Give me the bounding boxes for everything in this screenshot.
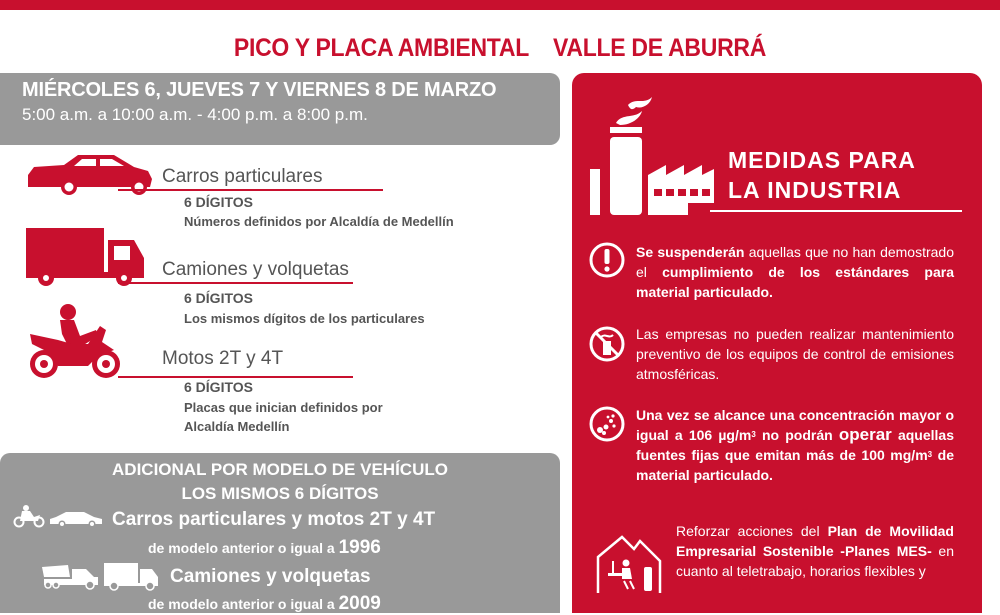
schedule-hours: 5:00 a.m. a 10:00 a.m. - 4:00 p.m. a 8:00 p.m. <box>22 105 368 124</box>
text: Reforzar acciones del <box>676 523 828 539</box>
vehicle-label: Carros particulares <box>162 166 323 187</box>
factory-icon <box>586 95 716 215</box>
vehicle-digits: 6 DÍGITOS <box>184 194 253 210</box>
text: Una vez se alcance una concentración mayor o igual a 106 µg/m <box>636 407 954 443</box>
vehicle-label: Camiones y volquetas <box>162 259 349 280</box>
telework-icon <box>594 531 666 595</box>
measure-suspension <box>636 242 954 302</box>
car-icon <box>48 511 104 527</box>
truck-icon <box>24 228 146 288</box>
measure-maintenance <box>636 324 954 384</box>
emphasis: operar <box>838 425 892 444</box>
vehicle-label: Motos 2T y 4T <box>162 348 284 369</box>
superscript: 3 <box>927 450 933 459</box>
divider <box>710 210 962 212</box>
group1-label: Carros particulares y motos 2T y 4T <box>112 509 436 530</box>
group2-condition <box>148 593 381 615</box>
vehicle-desc: Números definidos por Alcaldía de Medellín <box>184 214 454 229</box>
top-accent-bar <box>0 0 1000 10</box>
warning-icon <box>588 241 626 279</box>
motorcycle-icon <box>12 505 46 527</box>
text: aquellas que no han demostrado el <box>636 244 954 280</box>
text: no podrán <box>755 427 839 443</box>
vehicle-trucks <box>0 228 560 326</box>
truck-icon <box>104 563 160 591</box>
vehicle-desc: Alcaldía Medellín <box>184 419 290 434</box>
condition-text: de modelo anterior o igual a <box>148 540 339 556</box>
schedule-days: MIÉRCOLES 6, JUEVES 7 Y VIERNES 8 DE MARZO <box>22 79 497 101</box>
text: de material particulado. <box>636 447 954 483</box>
emphasis: Plan de Movilidad Empresarial Sostenible -Planes MES- <box>676 523 954 559</box>
group2-label: Camiones y volquetas <box>170 566 371 587</box>
emphasis: Se suspenderán <box>636 244 745 260</box>
industry-title <box>728 145 916 205</box>
year-value: 2009 <box>338 593 381 614</box>
title-line: MEDIDAS PARA <box>728 147 916 173</box>
no-maintenance-icon <box>588 325 626 363</box>
superscript: 3 <box>751 430 756 439</box>
vehicle-digits: 6 DÍGITOS <box>184 290 253 306</box>
divider <box>118 376 353 378</box>
motorcycle-icon <box>28 300 124 382</box>
text: en cuanto al teletrabajo, horarios flexibles y <box>676 543 955 579</box>
vehicle-desc: Los mismos dígitos de los particulares <box>184 311 425 326</box>
measure-concentration <box>636 405 954 485</box>
year-value: 1996 <box>338 537 381 558</box>
title-line: LA INDUSTRIA <box>728 177 902 203</box>
additional-subheading: LOS MISMOS 6 DÍGITOS <box>181 484 379 503</box>
measure-mobility-plan <box>676 521 954 581</box>
condition-text: de modelo anterior o igual a <box>148 596 339 612</box>
vehicle-cars <box>0 150 560 240</box>
group1-condition <box>148 537 381 559</box>
schedule-panel <box>0 73 560 145</box>
additional-panel <box>0 453 560 613</box>
divider <box>118 282 353 284</box>
text: aquellas fuentes fijas que emitan más de 100 mg/m <box>636 427 954 463</box>
emphasis: cumplimiento de los estándares para material particulado. <box>636 264 954 300</box>
particles-icon <box>588 405 626 443</box>
vehicle-desc: Placas que inician definidos por <box>184 400 383 415</box>
divider <box>118 189 383 191</box>
vehicle-motorcycles <box>0 300 560 440</box>
industry-panel <box>572 73 982 613</box>
text: Las empresas no pueden realizar mantenimiento preventivo de los equipos de control de emisiones atmosféricas. <box>636 326 954 382</box>
vehicle-digits: 6 DÍGITOS <box>184 379 253 395</box>
page-title: PICO Y PLACA AMBIENTAL VALLE DE ABURRÁ <box>233 34 767 62</box>
dump-truck-icon <box>40 563 102 589</box>
additional-heading: ADICIONAL POR MODELO DE VEHÍCULO <box>112 460 448 479</box>
